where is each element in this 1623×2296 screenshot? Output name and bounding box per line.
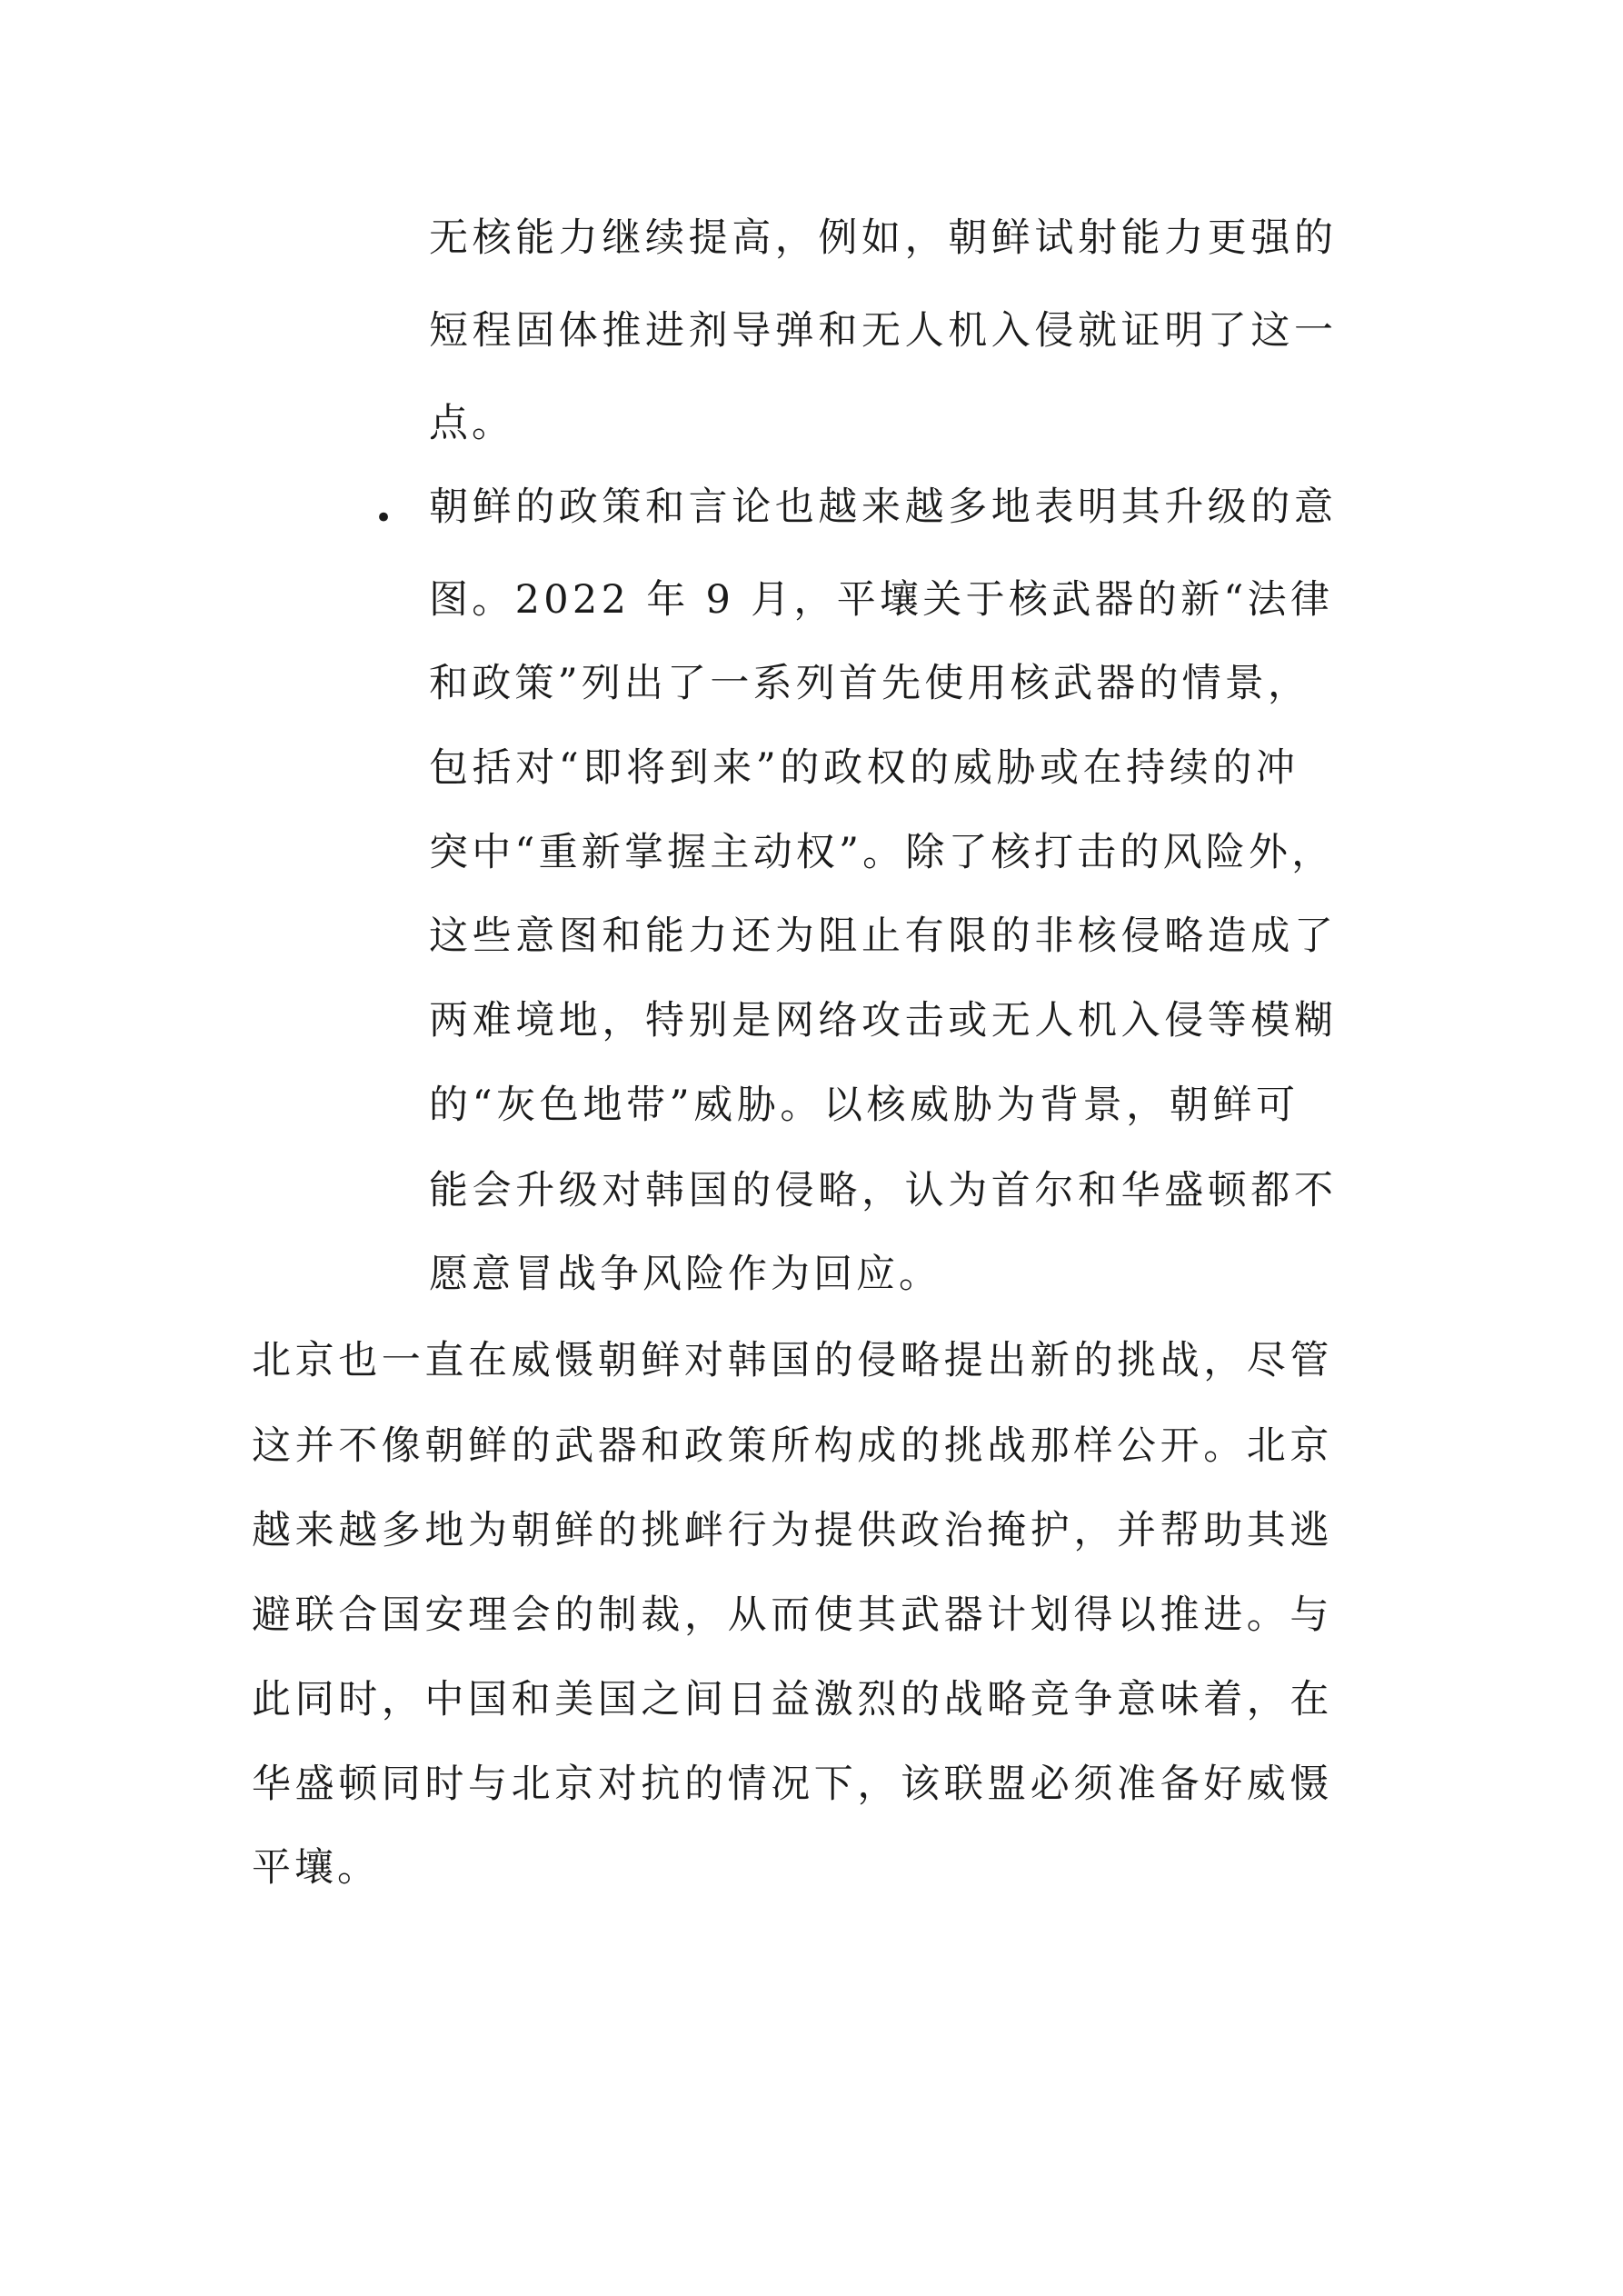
continuation-line: 短程固体推进剂导弹和无人机入侵就证明了这一 [429,308,1338,354]
bullet-line: 愿意冒战争风险作为回应。 [429,1252,941,1297]
bullet-line: 这些意图和能力还为阻止有限的非核侵略造成了 [429,913,1338,959]
bullet-line: 和政策”列出了一系列首先使用核武器的情景， [429,661,1311,706]
continuation-line: 点。 [429,401,514,446]
paragraph-line: 平壤。 [252,1845,380,1891]
bullet-line: 两难境地，特别是网络攻击或无人机入侵等模糊 [429,998,1338,1043]
paragraph-line: 此同时，中国和美国之间日益激烈的战略竞争意味着，在 [252,1677,1333,1722]
bullet-line: 的“灰色地带”威胁。以核威胁为背景，朝鲜可 [429,1083,1299,1128]
continuation-line: 无核能力继续提高，例如，朝鲜试射能力更强的 [429,215,1338,261]
bullet-line: 能会升级对韩国的侵略，认为首尔和华盛顿都不 [429,1168,1338,1213]
paragraph-line: 避联合国安理会的制裁，从而使其武器计划得以推进。与 [252,1592,1333,1638]
bullet-marker: • [374,500,393,536]
paragraph-line: 华盛顿同时与北京对抗的情况下，该联盟必须准备好威慑 [252,1762,1333,1807]
paragraph-line: 北京也一直在威慑朝鲜对韩国的侵略提出新的挑战，尽管 [252,1338,1333,1383]
bullet-line: 包括对“即将到来”的政权的威胁或在持续的冲 [429,745,1299,791]
paragraph-line: 这并不像朝鲜的武器和政策所构成的挑战那样公开。北京 [252,1423,1333,1469]
paragraph-line: 越来越多地为朝鲜的挑衅行为提供政治掩护，并帮助其逃 [252,1508,1333,1553]
bullet-line: 突中“重新掌握主动权”。除了核打击的风险外， [429,830,1335,875]
bullet-line: 图。2022 年 9 月，平壤关于核武器的新“法律 [429,577,1334,623]
bullet-line: 朝鲜的政策和言论也越来越多地表明其升级的意 [429,484,1338,530]
